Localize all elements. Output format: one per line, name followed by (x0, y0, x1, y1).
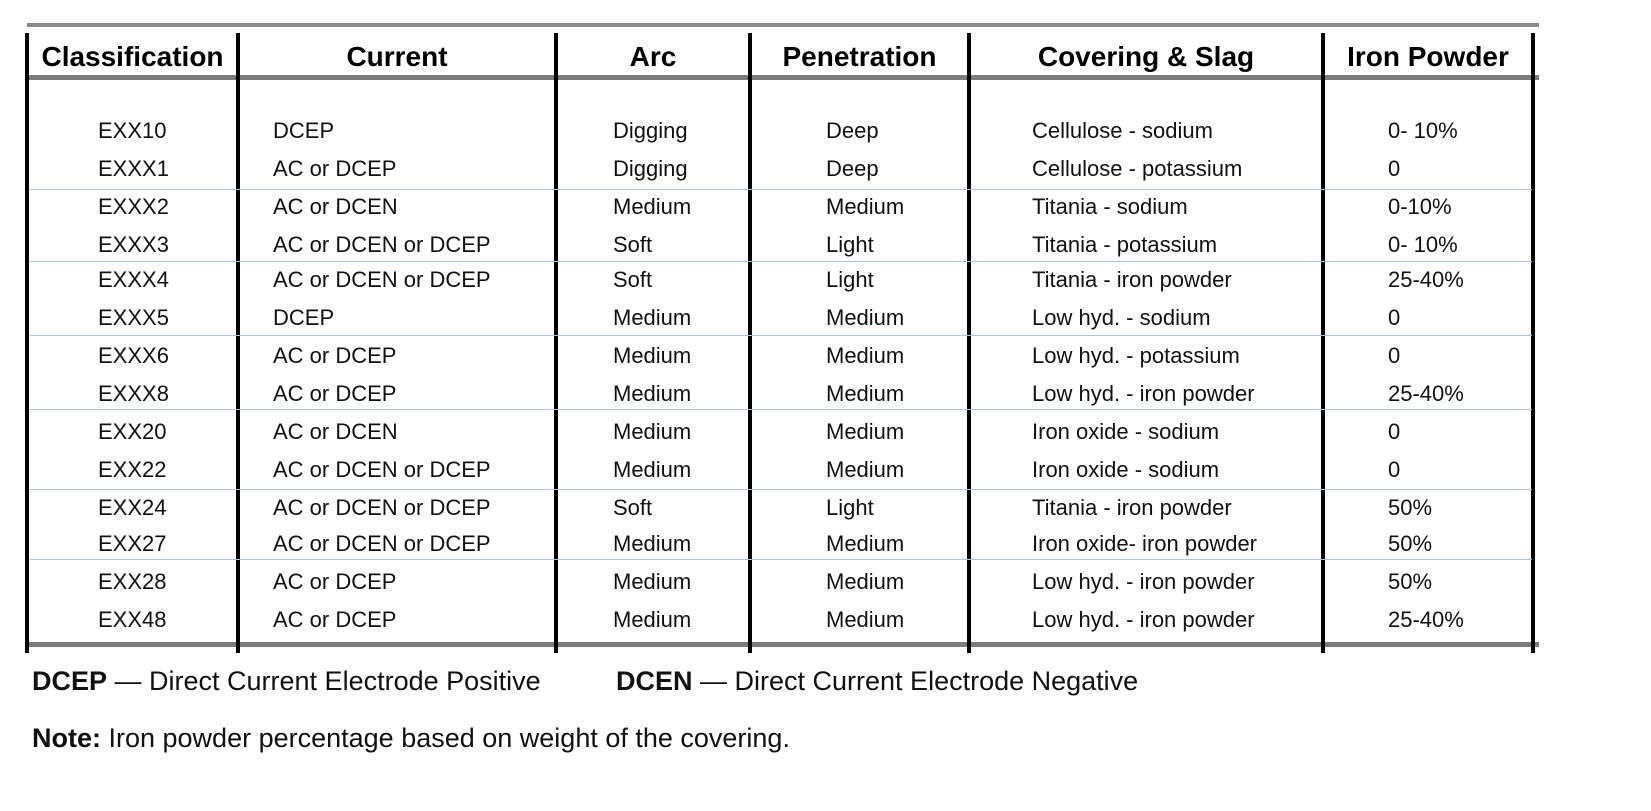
covering-slag-cell: Titania - iron powder (1032, 267, 1232, 292)
column-divider (1321, 33, 1325, 653)
arc-cell: Medium (613, 419, 692, 444)
arc-cell: Medium (613, 457, 692, 482)
penetration-cell: Medium (826, 569, 905, 594)
row-group-separator (29, 489, 1532, 490)
classification-cell: EXXX8 (98, 381, 169, 406)
covering-slag-cell: Iron oxide - sodium (1032, 457, 1220, 482)
current-cell: AC or DCEN (273, 194, 398, 219)
table-top-rule (27, 23, 1539, 27)
current-cell: AC or DCEP (273, 156, 397, 181)
covering-slag-cell: Iron oxide - sodium (1032, 419, 1220, 444)
current-cell: AC or DCEN or DCEP (273, 495, 491, 520)
iron-powder-cell: 25-40% (1388, 267, 1464, 292)
arc-cell: Medium (613, 531, 692, 556)
covering-slag-cell: Titania - sodium (1032, 194, 1188, 219)
column-divider (25, 33, 29, 653)
iron-powder-cell: 0- 10% (1388, 232, 1458, 257)
current-cell: AC or DCEN (273, 419, 398, 444)
classification-cell: EXXX6 (98, 343, 169, 368)
iron-powder-cell: 0 (1388, 156, 1401, 181)
column-divider (748, 33, 752, 653)
footnote-label: Note: (32, 723, 101, 753)
legend-dcen (616, 665, 1138, 697)
header-covering-slag: Covering & Slag (1037, 41, 1255, 72)
iron-powder-cell: 0-10% (1388, 194, 1452, 219)
column-divider (1531, 33, 1535, 653)
current-cell: AC or DCEP (273, 569, 397, 594)
arc-cell: Medium (613, 343, 692, 368)
footnote (32, 722, 790, 754)
current-cell: AC or DCEP (273, 381, 397, 406)
iron-powder-cell: 0 (1388, 343, 1401, 368)
legend-dcen-abbr: DCEN (616, 666, 693, 696)
row-group-separator (29, 189, 1532, 190)
covering-slag-cell: Cellulose - sodium (1032, 118, 1213, 143)
covering-slag-cell: Iron oxide- iron powder (1032, 531, 1258, 556)
legend-dcep (32, 665, 541, 697)
column-divider (554, 33, 558, 653)
covering-slag-cell: Low hyd. - iron powder (1032, 381, 1255, 406)
arc-cell: Medium (613, 194, 692, 219)
iron-powder-cell: 25-40% (1388, 607, 1464, 632)
iron-powder-cell: 25-40% (1388, 381, 1464, 406)
penetration-cell: Medium (826, 457, 905, 482)
classification-cell: EXX24 (98, 495, 167, 520)
row-group-separator (29, 559, 1532, 560)
classification-cell: EXX20 (98, 419, 167, 444)
penetration-cell: Medium (826, 607, 905, 632)
iron-powder-cell: 0 (1388, 457, 1401, 482)
covering-slag-cell: Low hyd. - potassium (1032, 343, 1240, 368)
covering-slag-cell: Cellulose - potassium (1032, 156, 1243, 181)
arc-cell: Medium (613, 607, 692, 632)
classification-cell: EXXX1 (98, 156, 169, 181)
header-current: Current (346, 41, 448, 72)
legend-dcep-abbr: DCEP (32, 666, 108, 696)
classification-cell: EXXX3 (98, 232, 169, 257)
penetration-cell: Medium (826, 419, 905, 444)
header-iron-powder: Iron Powder (1347, 41, 1509, 72)
penetration-cell: Deep (826, 156, 879, 181)
row-group-separator (29, 409, 1532, 410)
current-cell: AC or DCEP (273, 607, 397, 632)
covering-slag-cell: Titania - iron powder (1032, 495, 1232, 520)
table-bottom-rule (27, 642, 1539, 647)
arc-cell: Medium (613, 569, 692, 594)
arc-cell: Soft (613, 232, 653, 257)
arc-cell: Soft (613, 267, 653, 292)
penetration-cell: Medium (826, 531, 905, 556)
classification-cell: EXX28 (98, 569, 167, 594)
covering-slag-cell: Low hyd. - sodium (1032, 305, 1211, 330)
arc-cell: Digging (613, 156, 688, 181)
arc-cell: Medium (613, 381, 692, 406)
current-cell: DCEP (273, 118, 335, 143)
iron-powder-cell: 0 (1388, 419, 1401, 444)
iron-powder-cell: 50% (1388, 531, 1433, 556)
iron-powder-cell: 50% (1388, 569, 1433, 594)
legend-dcep-text: — Direct Current Electrode Positive (107, 666, 541, 696)
arc-cell: Digging (613, 118, 688, 143)
column-divider (236, 33, 240, 653)
penetration-cell: Deep (826, 118, 879, 143)
header-classification: Classification (41, 41, 224, 72)
arc-cell: Medium (613, 305, 692, 330)
covering-slag-cell: Titania - potassium (1032, 232, 1218, 257)
iron-powder-cell: 50% (1388, 495, 1433, 520)
iron-powder-cell: 0 (1388, 305, 1401, 330)
current-cell: AC or DCEN or DCEP (273, 457, 491, 482)
current-cell: AC or DCEN or DCEP (273, 232, 491, 257)
classification-cell: EXXX2 (98, 194, 169, 219)
classification-cell: EXX22 (98, 457, 167, 482)
arc-cell: Soft (613, 495, 653, 520)
covering-slag-cell: Low hyd. - iron powder (1032, 569, 1255, 594)
penetration-cell: Medium (826, 381, 905, 406)
classification-cell: EXX48 (98, 607, 167, 632)
covering-slag-cell: Low hyd. - iron powder (1032, 607, 1255, 632)
header-bottom-rule (27, 75, 1539, 80)
classification-cell: EXXX4 (98, 267, 169, 292)
current-cell: AC or DCEN or DCEP (273, 531, 491, 556)
penetration-cell: Light (826, 267, 874, 292)
penetration-cell: Light (826, 495, 874, 520)
header-arc: Arc (629, 41, 677, 72)
classification-cell: EXXX5 (98, 305, 169, 330)
penetration-cell: Medium (826, 305, 905, 330)
penetration-cell: Medium (826, 343, 905, 368)
current-cell: AC or DCEN or DCEP (273, 267, 491, 292)
current-cell: AC or DCEP (273, 343, 397, 368)
classification-cell: EXX27 (98, 531, 167, 556)
classification-cell: EXX10 (98, 118, 167, 143)
current-cell: DCEP (273, 305, 335, 330)
iron-powder-cell: 0- 10% (1388, 118, 1458, 143)
header-penetration: Penetration (782, 41, 937, 72)
row-group-separator (29, 335, 1532, 336)
column-divider (967, 33, 971, 653)
footnote-text: Iron powder percentage based on weight of the covering. (101, 723, 790, 753)
legend-dcen-text: — Direct Current Electrode Negative (692, 666, 1139, 696)
penetration-cell: Medium (826, 194, 905, 219)
penetration-cell: Light (826, 232, 874, 257)
row-group-separator (29, 261, 1532, 262)
